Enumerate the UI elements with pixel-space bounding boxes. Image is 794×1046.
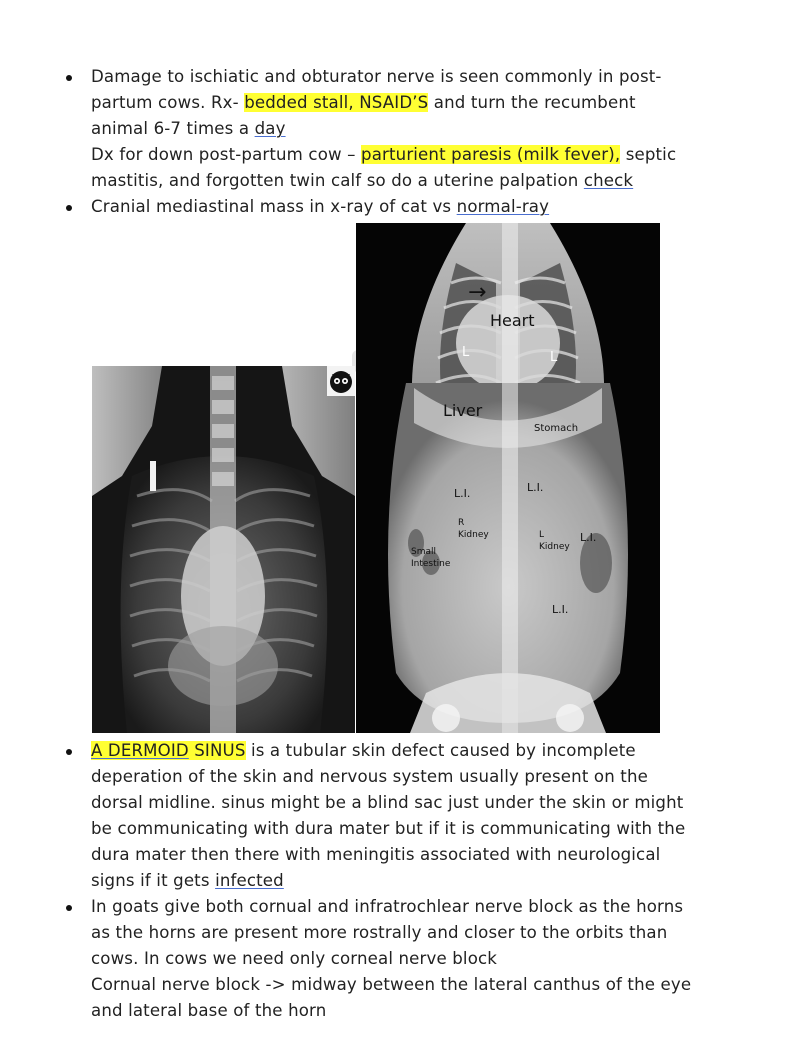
bullet-item-dermoid-sinus xyxy=(62,738,742,894)
highlight-link-text: A DERMOID xyxy=(91,741,189,760)
arrow-marker: → xyxy=(468,280,487,305)
spellcheck-word: normal-ray xyxy=(456,197,550,216)
label-r-kidney-1: R xyxy=(458,518,465,528)
label-heart: Heart xyxy=(490,311,535,330)
label-li-3: L.I. xyxy=(580,531,597,544)
text-line: dura mater then there with meningitis associated with neurological xyxy=(91,845,661,864)
cat-logo-icon xyxy=(327,366,355,396)
bullet-item-nerve-block xyxy=(62,894,742,1024)
label-li-4: L.I. xyxy=(552,603,569,616)
bullet-icon xyxy=(66,749,72,755)
xray-cat-thorax-image xyxy=(92,366,355,733)
text-line: as the horns are present more rostrally and closer to the orbits than xyxy=(91,923,668,942)
text-line: dorsal midline. sinus might be a blind sac just under the skin or might xyxy=(91,793,684,812)
bullet-item-nerve-damage xyxy=(62,64,742,194)
text-line: In goats give both cornual and infratrochlear nerve block as the horns xyxy=(91,897,684,916)
bullet-icon xyxy=(66,905,72,911)
text-line: A DERMOID SINUS is a tubular skin defect caused by incomplete xyxy=(91,741,636,760)
text-line: cows. In cows we need only corneal nerve block xyxy=(91,949,498,968)
text-line: signs if it gets infected xyxy=(91,871,284,890)
text-line: mastitis, and forgotten twin calf so do a uterine palpation check xyxy=(91,171,634,190)
bullet-icon xyxy=(66,205,72,211)
highlight-text: SINUS xyxy=(188,741,246,760)
bullet-list-bottom xyxy=(62,738,742,1024)
label-l-left: L xyxy=(462,345,470,360)
text-line: Cornual nerve block -> midway between the lateral canthus of the eye xyxy=(91,975,692,994)
text-line: animal 6-7 times a day xyxy=(91,119,286,138)
label-l-right: L xyxy=(550,350,558,365)
label-l-kidney-1: L xyxy=(539,530,545,540)
text-line: Damage to ischiatic and obturator nerve is seen commonly in post- xyxy=(91,67,662,86)
text-line: Cranial mediastinal mass in x-ray of cat vs normal-ray xyxy=(91,197,550,216)
highlight-text: bedded stall, NSAID’S xyxy=(244,93,429,112)
text-line: deperation of the skin and nervous system usually present on the xyxy=(91,767,648,786)
label-r-kidney-2: Kidney xyxy=(458,530,489,540)
label-stomach: Stomach xyxy=(534,423,579,434)
label-l-kidney-2: Kidney xyxy=(539,542,570,552)
text-line: Dx for down post-partum cow – parturient paresis (milk fever), septic xyxy=(91,145,677,164)
highlight-text: parturient paresis (milk fever), xyxy=(361,145,621,164)
spellcheck-word: check xyxy=(583,171,634,190)
text-line: and lateral base of the horn xyxy=(91,1001,327,1020)
text-line: partum cows. Rx- bedded stall, NSAID’S and turn the recumbent xyxy=(91,93,636,112)
xray-normal-ventrodorsal-image xyxy=(356,223,660,733)
label-li-1: L.I. xyxy=(454,487,471,500)
label-liver: Liver xyxy=(443,401,483,420)
label-small-2: Intestine xyxy=(411,559,451,569)
bullet-icon xyxy=(66,75,72,81)
spellcheck-word: infected xyxy=(215,871,284,890)
bullet-list-top xyxy=(62,64,742,220)
label-small-1: Small xyxy=(411,547,436,557)
label-li-2: L.I. xyxy=(527,481,544,494)
text-line: be communicating with dura mater but if it is communicating with the xyxy=(91,819,686,838)
bullet-item-mediastinal-mass xyxy=(62,194,742,220)
spellcheck-word: day xyxy=(254,119,286,138)
